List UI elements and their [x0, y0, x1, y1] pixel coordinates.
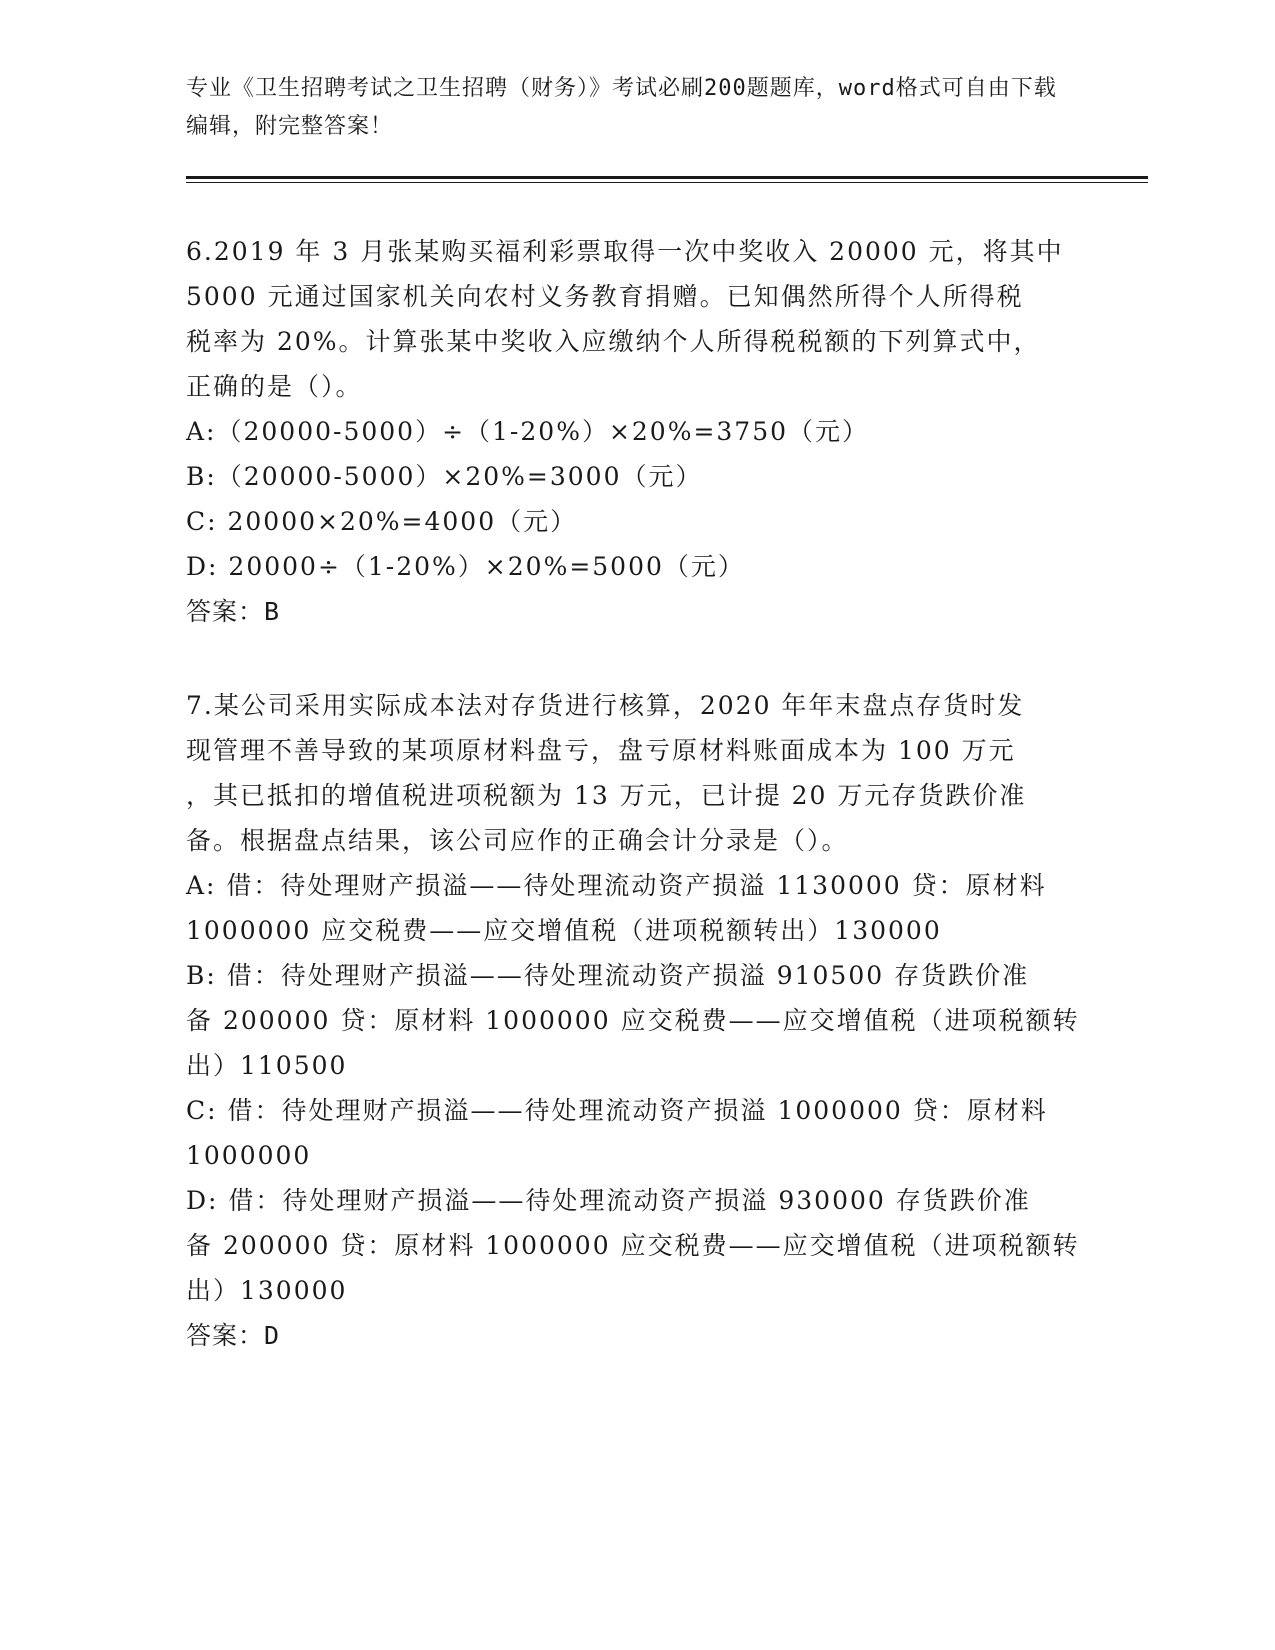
- question-6-option-c: C: 20000×20%=4000（元）: [186, 507, 578, 536]
- document-header: 专业《卫生招聘考试之卫生招聘（财务）》考试必刷200题题库，word格式可自由下载编辑，附完整答案！: [186, 76, 1057, 139]
- question-6-stem-line-4: 正确的是（）。: [186, 372, 363, 401]
- question-7-stem-line-3: ，其已抵扣的增值税进项税额为 13 万元，已计提 20 万元存货跌价准: [186, 781, 1027, 810]
- question-6-option-a: A:（20000-5000）÷（1-20%）×20%=3750（元）: [186, 417, 870, 446]
- question-7-option-b-line-1: B: 借：待处理财产损溢——待处理流动资产损溢 910500 存货跌价准: [186, 961, 1030, 990]
- question-7-option-a-line-2: 1000000 应交税费——应交增值税（进项税额转出）130000: [186, 916, 942, 945]
- header-rule-thin: [186, 182, 1148, 183]
- question-6-stem-line-1: 6.2019 年 3 月张某购买福利彩票取得一次中奖收入 20000 元，将其中: [186, 237, 1064, 266]
- question-6-stem-line-2: 5000 元通过国家机关向农村义务教育捐赠。已知偶然所得个人所得税: [186, 282, 1024, 311]
- question-7-option-c-line-1: C: 借：待处理财产损溢——待处理流动资产损溢 1000000 贷：原材料: [186, 1096, 1048, 1125]
- question-7-option-d-line-2: 备 200000 贷：原材料 1000000 应交税费——应交增值税（进项税额转: [186, 1231, 1080, 1260]
- question-7-stem-line-1: 7.某公司采用实际成本法对存货进行核算，2020 年年末盘点存货时发: [186, 691, 1025, 720]
- question-6-option-b: B:（20000-5000）×20%=3000（元）: [186, 462, 703, 491]
- question-7-answer: 答案：D: [186, 1321, 281, 1350]
- question-7-stem-line-4: 备。根据盘点结果，该公司应作的正确会计分录是（）。: [186, 826, 849, 855]
- question-6-answer: 答案：B: [186, 597, 281, 626]
- question-7-option-d-line-3: 出）130000: [186, 1276, 348, 1305]
- question-6-stem-line-3: 税率为 20%。计算张某中奖收入应缴纳个人所得税税额的下列算式中，: [186, 327, 1041, 356]
- header-rule-thick: [186, 176, 1148, 179]
- question-7-option-a-line-1: A: 借：待处理财产损溢——待处理流动资产损溢 1130000 贷：原材料: [186, 871, 1047, 900]
- question-6-option-d: D: 20000÷（1-20%）×20%=5000（元）: [186, 552, 745, 581]
- question-7-option-c-line-2: 1000000: [186, 1141, 312, 1170]
- question-7-stem-line-2: 现管理不善导致的某项原材料盘亏，盘亏原材料账面成本为 100 万元: [186, 736, 1016, 765]
- question-7-option-b-line-2: 备 200000 贷：原材料 1000000 应交税费——应交增值税（进项税额转: [186, 1006, 1080, 1035]
- question-7-option-b-line-3: 出）110500: [186, 1051, 348, 1080]
- question-7-option-d-line-1: D: 借：待处理财产损溢——待处理流动资产损溢 930000 存货跌价准: [186, 1186, 1031, 1215]
